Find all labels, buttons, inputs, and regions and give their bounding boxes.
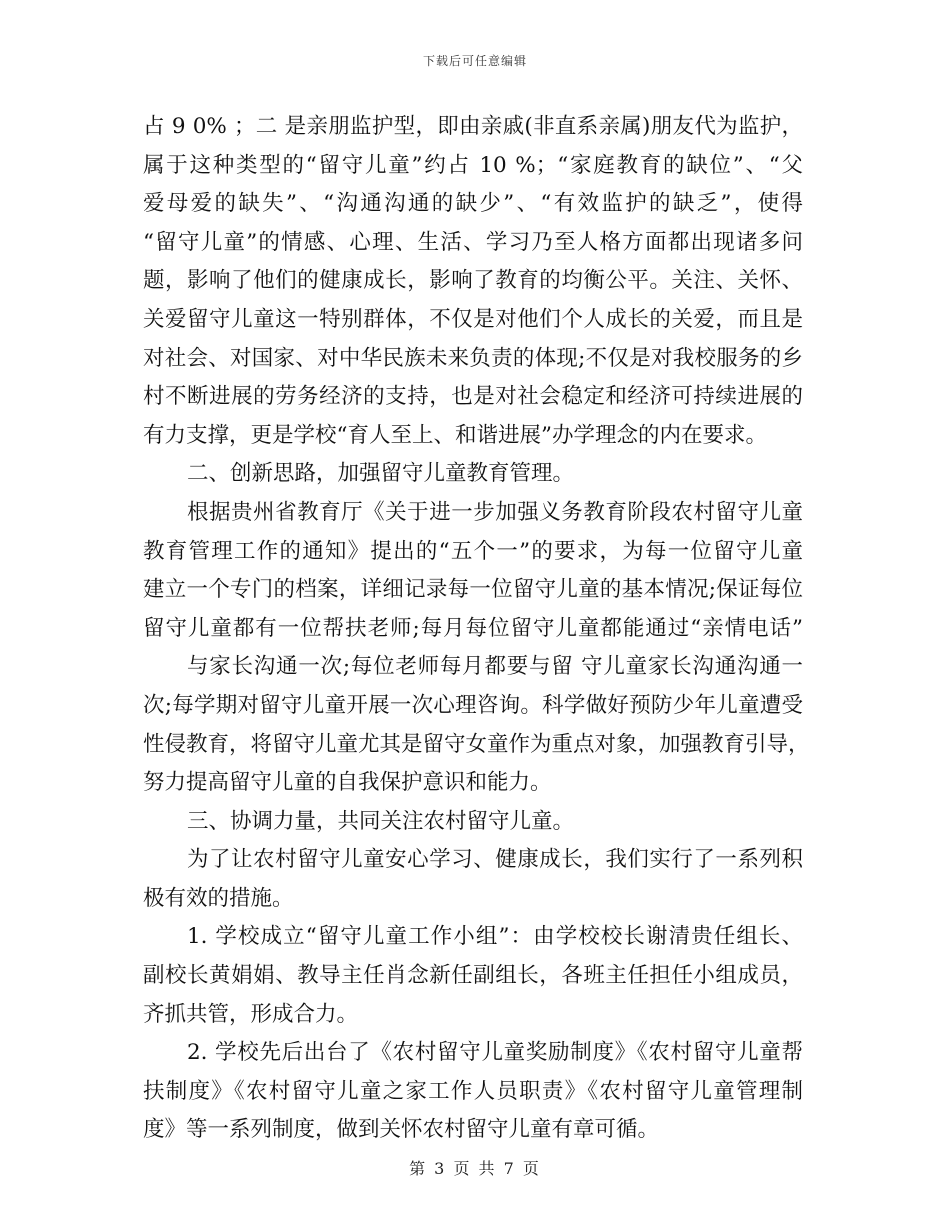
heading-text: 三、协调力量，共同关注农村留守儿童。 <box>187 808 575 834</box>
page-header: 下载后可任意编辑 <box>422 54 527 68</box>
text-line: 占 9 0% ；二 是亲朋监护型，即由亲戚(非直系亲属)朋友代为监护， <box>143 114 803 139</box>
text-line: 教育管理工作的通知》提出的“五个一”的要求，为每一位留守儿童 <box>143 538 803 564</box>
page-footer: 第 3 页 共 7 页 <box>409 1159 541 1178</box>
paragraph-continuation <box>143 108 803 455</box>
section-heading <box>143 455 803 494</box>
text-line: 性侵教育，将留守儿童尤其是留守女童作为重点对象，加强教育引导， <box>143 731 810 757</box>
heading-text: 二、创新思路，加强留守儿童教育管理。 <box>187 461 575 487</box>
text-line: 1. 学校成立“留守儿童工作小组”：由学校校长谢清贵任组长、 <box>187 924 803 950</box>
text-line: 与家长沟通一次;每位老师每月都要与留 守儿童家长沟通沟通一 <box>187 654 803 680</box>
text-line: 题，影响了他们的健康成长，影响了教育的均衡公平。关注、关怀、 <box>143 268 803 294</box>
list-item <box>143 1034 803 1150</box>
text-line: 村不断进展的劳务经济的支持，也是对社会稳定和经济可持续进展的 <box>143 384 803 410</box>
text-line: 爱母爱的缺失”、“沟通沟通的缺少”、“有效监护的缺乏”，使得 <box>143 191 803 217</box>
list-item <box>143 918 803 1034</box>
text-line: 副校长黄娟娟、教导主任肖念新任副组长，各班主任担任小组成员， <box>143 963 803 989</box>
text-line: 属于这种类型的“留守儿童”约占 10 %；“家庭教育的缺位”、“父 <box>143 152 803 178</box>
text-line: 建立一个专门的档案，详细记录每一位留守儿童的基本情况;保证每位 <box>143 577 803 603</box>
text-line: 极有效的措施。 <box>143 885 294 911</box>
document-body <box>143 108 810 1150</box>
paragraph-notice <box>143 494 803 648</box>
text-line: 根据贵州省教育厅《关于进一步加强义务教育阶段农村留守儿童 <box>187 499 803 525</box>
text-line: 次;每学期对留守儿童开展一次心理咨询。科学做好预防少年儿童遭受 <box>143 692 803 718</box>
text-line: 关爱留守儿童这一特别群体，不仅是对他们个人成长的关爱，而且是 <box>143 306 803 332</box>
text-line: “留守儿童”的情感、心理、生活、学习乃至人格方面都出现诸多问 <box>143 229 803 255</box>
section-heading <box>143 803 803 842</box>
text-line: 2. 学校先后出台了《农村留守儿童奖励制度》《农村留守儿童帮 <box>187 1040 803 1066</box>
text-line: 有力支撑，更是学校“育人至上、和谐进展”办学理念的内在要求。 <box>143 422 767 448</box>
paragraph-measures <box>143 841 803 918</box>
paragraph-communication <box>143 648 810 802</box>
text-line: 留守儿童都有一位帮扶老师;每月每位留守儿童都能通过“亲情电话” <box>143 615 803 641</box>
text-line: 对社会、对国家、对中华民族未来负责的体现;不仅是对我校服务的乡 <box>143 345 803 371</box>
text-line: 扶制度》《农村留守儿童之家工作人员职责》《农村留守儿童管理制 <box>143 1078 803 1104</box>
text-line: 努力提高留守儿童的自我保护意识和能力。 <box>143 770 552 796</box>
text-line: 为了让农村留守儿童安心学习、健康成长，我们实行了一系列积 <box>187 847 803 873</box>
text-line: 度》等一系列制度，做到关怀农村留守儿童有章可循。 <box>143 1117 660 1143</box>
text-line: 齐抓共管，形成合力。 <box>143 1001 359 1027</box>
